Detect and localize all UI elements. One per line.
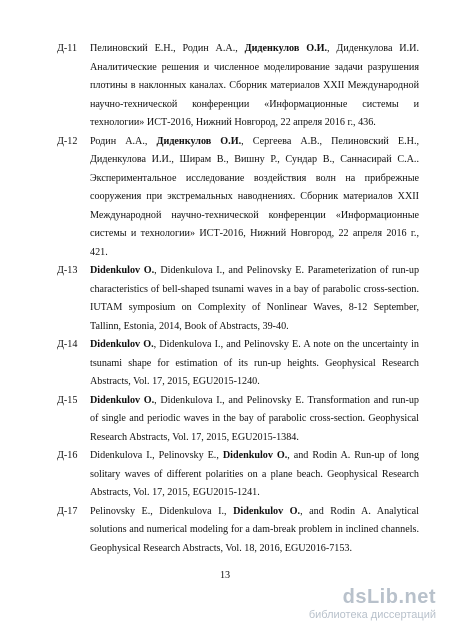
reference-text: , and Rodin A. Run-up of long solitary waves of different polarities on a plane beach. Geophysical Research Abstracts, Vol. 17, 2015, EGU2015-1241.	[90, 450, 419, 498]
reference-entry	[57, 503, 419, 559]
reference-entry	[57, 133, 419, 263]
reference-id: Д-15	[57, 394, 78, 406]
reference-text: , Диденкулова И.И. Аналитические решения и численное моделирование задачи разрушения плотины в наклонных каналах. Сборник материалов XXII Международной научно-технической конференции «Информационные системы и технологии» ИСТ-2016, Нижний Новгород, 22 апреля 2016 г., 436.	[90, 43, 419, 128]
reference-author-highlight: Didenkulov O.	[90, 394, 155, 406]
reference-authors-before: Didenkulova I., Pelinovsky E.,	[90, 450, 223, 461]
reference-author-highlight: Didenkulov O.	[90, 339, 154, 350]
reference-entry	[57, 336, 419, 392]
reference-authors-before: Родин А.А.,	[90, 135, 157, 147]
reference-list	[57, 40, 419, 558]
reference-entry	[57, 392, 419, 448]
reference-author-highlight: Didenkulov O.	[222, 450, 288, 461]
reference-id: Д-14	[57, 339, 78, 350]
watermark	[309, 586, 436, 622]
reference-author-highlight: Didenkulov O.	[90, 265, 155, 276]
reference-id: Д-12	[57, 135, 78, 147]
reference-text: , and Rodin A. Analytical solutions and numerical modeling for a dam-break problem in inclined channels. Geophysical Research Abstracts, Vol. 18, 2016, EGU2016-7153.	[90, 505, 419, 554]
page-number: 13	[219, 570, 231, 581]
watermark-tagline: библиотека диссертаций	[308, 609, 436, 621]
reference-entry	[57, 447, 419, 503]
reference-authors-before: Пелиновский Е.Н., Родин А.А.,	[90, 43, 245, 54]
reference-author-highlight: Диденкулов О.И.	[244, 43, 328, 54]
reference-author-highlight: Диденкулов О.И.	[156, 135, 242, 147]
reference-text: , Didenkulova I., and Pelinovsky E. Parameterization of run-up characteristics of bell-shaped tsunami waves in a bay of parabolic cross-section. IUTAM symposium on Complexity of Nonlinear Waves, 8-12 September, Tallinn, Estonia, 2014, Book of Abstracts, 39-40.	[90, 265, 420, 332]
reference-authors-before: Pelinovsky E., Didenkulova I.,	[90, 505, 234, 517]
reference-id: Д-16	[57, 450, 78, 461]
reference-text: , Didenkulova I., and Pelinovsky E. A note on the uncertainty in tsunami shape for estimation of its run-up heights. Geophysical Research Abstracts, Vol. 17, 2015, EGU2015-1240.	[90, 339, 419, 387]
reference-entry	[57, 40, 419, 133]
reference-id: Д-13	[57, 265, 78, 276]
watermark-logo: dsLib.net	[342, 586, 436, 608]
reference-id: Д-17	[57, 505, 78, 517]
reference-author-highlight: Didenkulov O.	[233, 505, 301, 517]
reference-text: , Didenkulova I., and Pelinovsky E. Transformation and run-up of single and periodic waves in the bay of parabolic cross-section. Geophysical Research Abstracts, Vol. 17, 2015, EGU2015-1384.	[90, 394, 419, 443]
reference-id: Д-11	[57, 43, 78, 54]
reference-entry	[57, 262, 419, 336]
reference-text: , Сергеева А.В., Пелиновский Е.Н., Диденкулова И.И., Ширам В., Вишну Р., Сундар В., Саннасирай С.А.. Экспериментальное исследование воздействия волн на прибрежные сооружения при экстремальных наводнениях. Сборник материалов XXII Международной научно-технической конференции «Информационные системы и технологии» ИСТ-2016, Нижний Новгород, 22 апреля 2016 г., 421.	[90, 135, 420, 258]
